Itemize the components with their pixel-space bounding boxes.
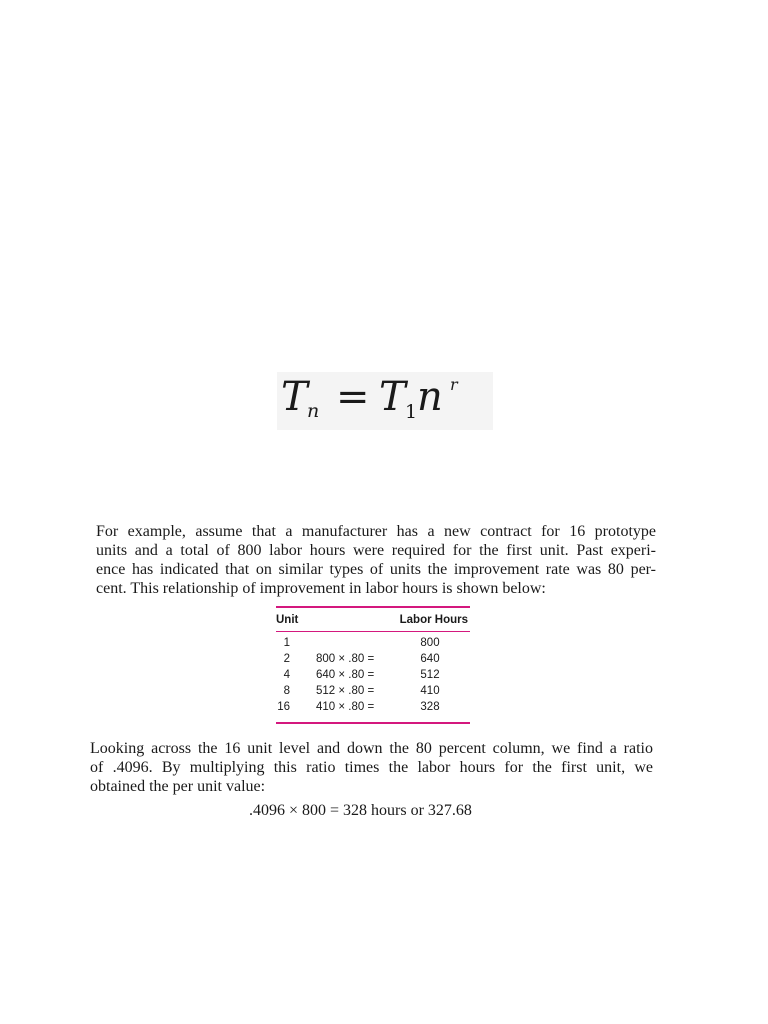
table-cell-calculation: 640 × .80 = — [316, 669, 375, 681]
table-header-unit: Unit — [276, 614, 299, 626]
table-cell-unit: 8 — [283, 685, 290, 697]
table-cell-unit: 1 — [283, 637, 290, 649]
table-cell-calculation: 512 × .80 = — [316, 685, 375, 697]
table-cell-unit: 4 — [283, 669, 290, 681]
paragraph-line: units and a total of 800 labor hours were required for the first unit. Past experi- — [96, 542, 656, 559]
table-row — [276, 637, 470, 652]
learning-curve-formula — [277, 372, 493, 430]
table-row — [276, 669, 470, 684]
table-row — [276, 653, 470, 668]
table-cell-hours: 410 — [420, 685, 440, 697]
labor-hours-table — [276, 606, 470, 724]
formula-lhs-subscript: n — [307, 400, 320, 422]
paragraph-line: obtained the per unit value: — [90, 778, 266, 795]
table-cell-unit: 16 — [277, 701, 290, 713]
table-cell-unit: 2 — [283, 653, 290, 665]
ratio-paragraph — [90, 739, 653, 796]
table-cell-hours: 640 — [420, 653, 440, 665]
paragraph-line: ence has indicated that on similar types of units the improvement rate was 80 per- — [96, 561, 656, 578]
paragraph-line: For example, assume that a manufacturer has a new contract for 16 prototype — [96, 523, 656, 540]
formula-rhs-t: T — [379, 374, 406, 420]
table-cell-hours: 328 — [420, 701, 440, 713]
table-top-rule — [276, 606, 470, 608]
result-equation: .4096 × 800 = 328 hours or 327.68 — [249, 802, 472, 819]
table-row — [276, 701, 470, 716]
formula-equals-sign: = — [336, 374, 370, 420]
formula-lhs-t: T — [281, 374, 308, 420]
table-bottom-rule — [276, 722, 470, 724]
paragraph-line: Looking across the 16 unit level and down the 80 percent column, we find a ratio — [90, 740, 653, 757]
table-header-rule — [276, 631, 470, 632]
paragraph-line: of .4096. By multiplying this ratio times the labor hours for the first unit, we — [90, 759, 653, 776]
table-cell-hours: 800 — [420, 637, 440, 649]
table-cell-hours: 512 — [420, 669, 440, 681]
intro-paragraph — [96, 522, 656, 598]
table-header-labor-hours: Labor Hours — [399, 614, 468, 626]
paragraph-line: cent. This relationship of improvement in labor hours is shown below: — [96, 580, 546, 597]
formula-rhs-exponent: r — [450, 375, 458, 394]
table-cell-calculation: 800 × .80 = — [316, 653, 375, 665]
formula-rhs-subscript: 1 — [405, 401, 418, 423]
table-cell-calculation: 410 × .80 = — [316, 701, 375, 713]
formula-rhs-n: n — [417, 374, 443, 420]
table-row — [276, 685, 470, 700]
